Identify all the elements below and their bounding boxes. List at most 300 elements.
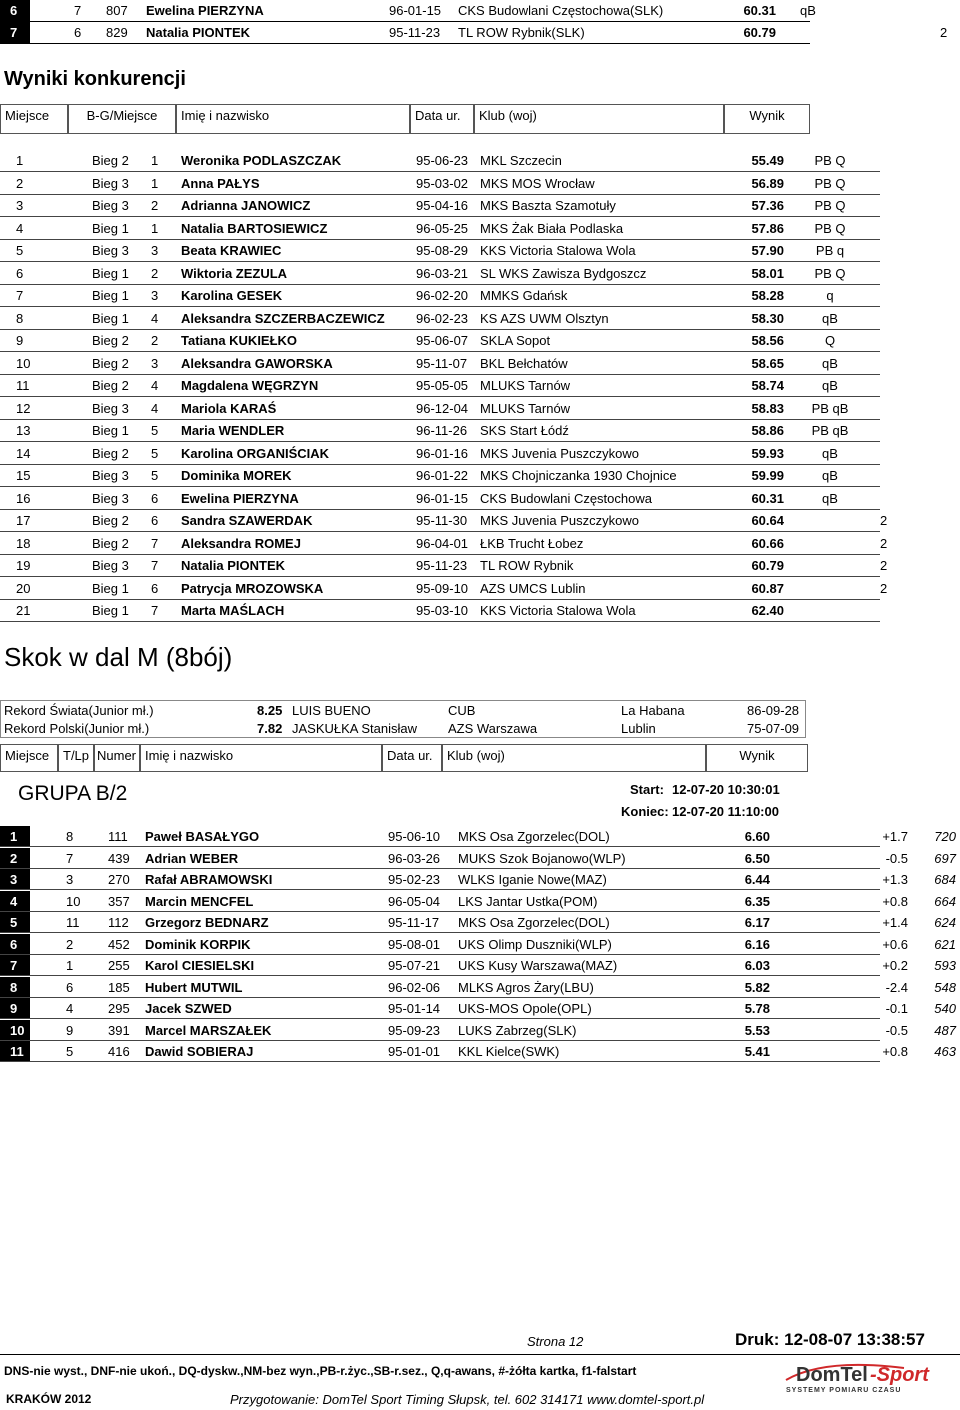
athlete-name: Sandra SZAWERDAK bbox=[181, 513, 313, 528]
heat-place: 7 bbox=[151, 603, 159, 618]
group-title: GRUPA B/2 bbox=[18, 782, 128, 805]
table-row bbox=[0, 330, 960, 352]
athlete-name: Rafał ABRAMOWSKI bbox=[145, 872, 273, 887]
heat-place: 7 bbox=[151, 558, 159, 573]
heat-label: Bieg 2 bbox=[92, 333, 129, 348]
header-label: B-G/Miejsce bbox=[86, 108, 158, 123]
athlete-name: Natalia PIONTEK bbox=[181, 558, 286, 573]
result-note: qB bbox=[822, 490, 838, 506]
bib-number: 357 bbox=[108, 893, 130, 909]
table-row bbox=[0, 1020, 960, 1042]
result-value: 59.99 bbox=[751, 468, 784, 483]
start-value: 12-07-20 10:30:01 bbox=[672, 782, 780, 797]
col-header-dob bbox=[382, 744, 442, 772]
place-number: 16 bbox=[16, 490, 31, 506]
athlete-name: Maria WENDLER bbox=[181, 423, 285, 438]
rank-number: 6 bbox=[10, 3, 18, 18]
result-value: 6.16 bbox=[744, 936, 770, 952]
result-note: qB bbox=[822, 445, 838, 461]
points-value: 684 bbox=[934, 872, 956, 887]
col-header-result bbox=[706, 744, 808, 772]
points-value: 697 bbox=[934, 850, 956, 866]
lane-order: 1 bbox=[66, 958, 74, 973]
heat-place: 3 bbox=[151, 243, 159, 258]
points-value: 664 bbox=[934, 893, 956, 909]
table-row bbox=[0, 955, 960, 977]
table-row bbox=[0, 375, 960, 397]
result-note: 2 bbox=[940, 25, 948, 40]
club-name: MKS Osa Zgorzelec(DOL) bbox=[458, 829, 610, 844]
heat-label: Bieg 3 bbox=[92, 490, 129, 506]
birth-date: 95-11-23 bbox=[389, 25, 441, 40]
bib-number: 295 bbox=[108, 1001, 130, 1016]
bib-number: 807 bbox=[106, 3, 128, 18]
points-value: 487 bbox=[934, 1022, 956, 1038]
table-row bbox=[0, 240, 960, 262]
rank-number: 2 bbox=[10, 850, 18, 866]
page-number: Strona 12 bbox=[527, 1334, 584, 1349]
bib-number: 185 bbox=[108, 979, 130, 995]
wind-value: +0.6 bbox=[882, 936, 908, 952]
col-header-miejsce bbox=[0, 104, 68, 134]
table-row bbox=[0, 398, 960, 420]
result-value: 5.53 bbox=[744, 1022, 770, 1038]
result-value: 60.31 bbox=[751, 490, 784, 506]
record-club: AZS Warszawa bbox=[448, 721, 538, 736]
lane-order: 4 bbox=[66, 1001, 74, 1016]
athlete-name: Aleksandra ROMEJ bbox=[181, 535, 301, 551]
athlete-name: Marcel MARSZAŁEK bbox=[145, 1022, 272, 1038]
result-note: qB bbox=[800, 3, 816, 18]
birth-date: 95-08-29 bbox=[416, 243, 469, 258]
place-number: 14 bbox=[16, 445, 31, 461]
club-name: MKS Chojniczanka 1930 Chojnice bbox=[480, 468, 677, 483]
lane-order: 3 bbox=[66, 872, 74, 887]
result-value: 58.74 bbox=[751, 378, 784, 393]
footer-divider bbox=[0, 1354, 960, 1355]
athlete-name: Ewelina PIERZYNA bbox=[146, 3, 264, 18]
header-label: Imię i nazwisko bbox=[145, 748, 234, 763]
place-number: 3 bbox=[16, 198, 24, 213]
bib-number: 416 bbox=[108, 1044, 130, 1059]
birth-date: 96-11-26 bbox=[416, 423, 468, 438]
points-value: 624 bbox=[934, 915, 956, 930]
place-number: 19 bbox=[16, 558, 31, 573]
club-name: WLKS Iganie Nowe(MAZ) bbox=[458, 872, 607, 887]
athlete-name: Anna PAŁYS bbox=[181, 175, 260, 191]
lane-order: 7 bbox=[66, 850, 74, 866]
birth-date: 96-05-25 bbox=[416, 220, 469, 236]
result-note: PB qB bbox=[811, 400, 849, 416]
record-date: 86-09-28 bbox=[747, 703, 800, 718]
result-note: q bbox=[826, 288, 834, 303]
birth-date: 95-03-02 bbox=[416, 175, 469, 191]
result-value: 6.35 bbox=[744, 893, 770, 909]
logo-dom-text: DomTel bbox=[796, 1364, 868, 1386]
record-club: CUB bbox=[448, 703, 476, 718]
athlete-name: Marcin MENCFEL bbox=[145, 893, 254, 909]
result-value: 58.56 bbox=[751, 333, 784, 348]
section-title-skok: Skok w dal M (8bój) bbox=[4, 642, 233, 672]
bib-number: 270 bbox=[108, 872, 130, 887]
heat-label: Bieg 3 bbox=[92, 198, 129, 213]
record-value: 7.82 bbox=[257, 721, 283, 736]
club-name: MLUKS Tarnów bbox=[480, 400, 571, 416]
heat-label: Bieg 3 bbox=[92, 400, 129, 416]
athlete-name: Hubert MUTWIL bbox=[145, 979, 243, 995]
heat-place: 1 bbox=[151, 153, 159, 168]
result-value: 55.49 bbox=[751, 153, 784, 168]
club-name: LKS Jantar Ustka(POM) bbox=[458, 893, 598, 909]
birth-date: 95-06-07 bbox=[416, 333, 469, 348]
heat-place: 3 bbox=[151, 355, 159, 371]
birth-date: 96-05-04 bbox=[388, 893, 441, 909]
lane-number: 6 bbox=[74, 25, 82, 40]
record-holder: JASKUŁKA Stanisław bbox=[292, 721, 418, 736]
result-value: 60.31 bbox=[743, 3, 776, 18]
club-name: KKL Kielce(SWK) bbox=[458, 1044, 560, 1059]
place-number: 4 bbox=[16, 220, 24, 236]
athlete-name: Weronika PODLASZCZAK bbox=[181, 153, 342, 168]
place-number: 15 bbox=[16, 468, 31, 483]
col-header-dob bbox=[410, 104, 474, 134]
athlete-name: Ewelina PIERZYNA bbox=[181, 490, 299, 506]
table-row bbox=[0, 578, 960, 600]
rank-number: 9 bbox=[10, 1001, 18, 1016]
points-value: 548 bbox=[934, 979, 956, 995]
club-name: CKS Budowlani Częstochowa bbox=[480, 490, 652, 506]
end-label: Koniec: bbox=[621, 804, 669, 819]
club-name: KKS Victoria Stalowa Wola bbox=[480, 603, 636, 618]
club-name: SKS Start Łódź bbox=[480, 423, 569, 438]
heat-label: Bieg 3 bbox=[92, 175, 129, 191]
lane-order: 11 bbox=[66, 915, 80, 930]
table-row bbox=[0, 1041, 960, 1063]
table-row bbox=[0, 891, 960, 913]
record-row bbox=[1, 721, 805, 739]
result-value: 58.28 bbox=[751, 288, 784, 303]
result-value: 58.83 bbox=[751, 400, 784, 416]
record-row bbox=[1, 703, 805, 721]
heat-label: Bieg 1 bbox=[92, 220, 129, 236]
city-year: KRAKÓW 2012 bbox=[6, 1392, 92, 1406]
bib-number: 111 bbox=[108, 829, 128, 844]
lane-order: 6 bbox=[66, 979, 74, 995]
birth-date: 96-04-01 bbox=[416, 535, 469, 551]
heat-place: 5 bbox=[151, 445, 159, 461]
athlete-name: Dawid SOBIERAJ bbox=[145, 1044, 254, 1059]
result-note: PB Q bbox=[814, 175, 846, 191]
table-row bbox=[0, 465, 960, 487]
table-row bbox=[0, 488, 960, 510]
athlete-name: Adrianna JANOWICZ bbox=[181, 198, 311, 213]
table-row bbox=[0, 218, 960, 240]
birth-date: 96-03-21 bbox=[416, 265, 469, 281]
heat-label: Bieg 2 bbox=[92, 378, 129, 393]
col-header-name bbox=[176, 104, 410, 134]
result-value: 60.87 bbox=[751, 580, 784, 596]
points-value: 463 bbox=[934, 1044, 956, 1059]
result-value: 58.65 bbox=[751, 355, 784, 371]
club-name: MKS MOS Wrocław bbox=[480, 175, 595, 191]
athlete-name: Dominik KORPIK bbox=[145, 936, 251, 952]
header-label: Data ur. bbox=[415, 108, 461, 123]
heat-place: 7 bbox=[151, 535, 159, 551]
heat-place: 6 bbox=[151, 580, 159, 596]
birth-date: 96-03-26 bbox=[388, 850, 441, 866]
header-label: Miejsce bbox=[5, 108, 50, 123]
result-value: 60.66 bbox=[751, 535, 784, 551]
result-note: qB bbox=[822, 355, 838, 371]
athlete-name: Aleksandra SZCZERBACZEWICZ bbox=[181, 310, 385, 326]
result-value: 59.93 bbox=[751, 445, 784, 461]
lane-order: 2 bbox=[66, 936, 74, 952]
wind-value: -0.1 bbox=[885, 1001, 908, 1016]
birth-date: 96-01-22 bbox=[416, 468, 469, 483]
place-number: 17 bbox=[16, 513, 31, 528]
wind-value: -0.5 bbox=[885, 1022, 908, 1038]
birth-date: 95-09-10 bbox=[416, 580, 469, 596]
points-value: 540 bbox=[934, 1001, 956, 1016]
heat-place: 3 bbox=[151, 288, 159, 303]
result-value: 5.78 bbox=[744, 1001, 770, 1016]
club-name: MLKS Agros Żary(LBU) bbox=[458, 979, 594, 995]
result-note: 2 bbox=[880, 535, 888, 551]
result-note: qB bbox=[822, 378, 838, 393]
athlete-name: Natalia PIONTEK bbox=[146, 25, 251, 40]
club-name: MKS Osa Zgorzelec(DOL) bbox=[458, 915, 610, 930]
col-header-bieg bbox=[68, 104, 176, 134]
club-name: AZS UMCS Lublin bbox=[480, 580, 586, 596]
club-name: TL ROW Rybnik(SLK) bbox=[458, 25, 585, 40]
heat-place: 4 bbox=[151, 400, 159, 416]
col-header-numer bbox=[94, 744, 140, 772]
header-label: T/Lp bbox=[63, 748, 90, 763]
result-note: PB q bbox=[815, 243, 845, 258]
table-row bbox=[0, 353, 960, 375]
club-name: BKL Bełchatów bbox=[480, 355, 568, 371]
place-number: 2 bbox=[16, 175, 24, 191]
lane-order: 5 bbox=[66, 1044, 74, 1059]
header-label: Miejsce bbox=[5, 748, 50, 763]
lane-number: 7 bbox=[74, 3, 82, 18]
club-name: UKS Olimp Duszniki(WLP) bbox=[458, 936, 612, 952]
heat-place: 2 bbox=[151, 333, 159, 348]
points-value: 621 bbox=[934, 936, 956, 952]
header-label: Numer bbox=[97, 748, 137, 763]
heat-label: Bieg 3 bbox=[92, 243, 129, 258]
result-note: PB qB bbox=[811, 423, 849, 438]
col-header-name bbox=[140, 744, 382, 772]
place-number: 20 bbox=[16, 580, 31, 596]
table-row bbox=[0, 977, 960, 999]
table-row bbox=[0, 195, 960, 217]
club-name: CKS Budowlani Częstochowa(SLK) bbox=[458, 3, 664, 18]
result-note: PB Q bbox=[814, 265, 846, 281]
col-header-result bbox=[724, 104, 810, 134]
table-row bbox=[0, 555, 960, 577]
table-row bbox=[0, 848, 960, 870]
heat-label: Bieg 2 bbox=[92, 445, 129, 461]
place-number: 1 bbox=[16, 153, 24, 168]
bib-number: 439 bbox=[108, 850, 130, 866]
club-name: MMKS Gdańsk bbox=[480, 288, 568, 303]
header-label: Wynik bbox=[749, 108, 785, 123]
preparation-credit: Przygotowanie: DomTel Sport Timing Słupsk, tel. 602 314171 www.domtel-sport.pl bbox=[230, 1392, 705, 1407]
table-row bbox=[0, 263, 960, 285]
club-name: KKS Victoria Stalowa Wola bbox=[480, 243, 636, 258]
result-value: 6.03 bbox=[744, 958, 770, 973]
result-value: 60.79 bbox=[751, 558, 784, 573]
athlete-name: Adrian WEBER bbox=[145, 850, 239, 866]
club-name: MLUKS Tarnów bbox=[480, 378, 571, 393]
result-note: PB Q bbox=[814, 198, 846, 213]
record-label: Rekord Świata(Junior mł.) bbox=[4, 703, 154, 718]
table-row bbox=[0, 285, 960, 307]
club-name: ŁKB Trucht Łobez bbox=[480, 535, 584, 551]
heat-place: 1 bbox=[151, 175, 159, 191]
result-value: 57.86 bbox=[751, 220, 784, 236]
club-name: MKS Juvenia Puszczykowo bbox=[480, 513, 639, 528]
result-value: 6.50 bbox=[744, 850, 770, 866]
lane-order: 8 bbox=[66, 829, 74, 844]
bib-number: 829 bbox=[106, 25, 128, 40]
heat-label: Bieg 3 bbox=[92, 468, 129, 483]
table-row bbox=[0, 443, 960, 465]
birth-date: 95-08-01 bbox=[388, 936, 441, 952]
record-value: 8.25 bbox=[257, 703, 283, 718]
end-value: 12-07-20 11:10:00 bbox=[672, 804, 779, 819]
points-value: 593 bbox=[934, 958, 956, 973]
club-name: KS AZS UWM Olsztyn bbox=[480, 310, 609, 326]
athlete-name: Natalia BARTOSIEWICZ bbox=[181, 220, 328, 236]
club-name: MKS Żak Biała Podlaska bbox=[480, 220, 624, 236]
heat-place: 1 bbox=[151, 220, 159, 236]
result-value: 57.36 bbox=[751, 198, 784, 213]
birth-date: 95-07-21 bbox=[388, 958, 441, 973]
legend-text: DNS-nie wyst., DNF-nie ukoń., DQ-dyskw.,NM-bez wyn.,PB-r.życ.,SB-r.sez., Q,q-awans, #-żółta kartka, f1-falstart bbox=[4, 1364, 637, 1378]
result-value: 60.64 bbox=[751, 513, 784, 528]
points-value: 720 bbox=[934, 829, 956, 844]
athlete-name: Karolina ORGANIŚCIAK bbox=[181, 445, 330, 461]
heat-label: Bieg 1 bbox=[92, 603, 129, 618]
heat-label: Bieg 1 bbox=[92, 310, 129, 326]
heat-place: 4 bbox=[151, 310, 159, 326]
result-note: qB bbox=[822, 468, 838, 483]
club-name: MUKS Szok Bojanowo(WLP) bbox=[458, 850, 626, 866]
wind-value: +1.3 bbox=[882, 872, 908, 887]
place-number: 10 bbox=[16, 355, 31, 371]
heat-place: 5 bbox=[151, 468, 159, 483]
result-note: Q bbox=[824, 333, 836, 348]
place-number: 7 bbox=[16, 288, 24, 303]
place-number: 12 bbox=[16, 400, 31, 416]
result-value: 60.79 bbox=[743, 25, 776, 40]
result-value: 62.40 bbox=[751, 603, 784, 618]
heat-label: Bieg 1 bbox=[92, 288, 129, 303]
result-value: 58.30 bbox=[751, 310, 784, 326]
table-row bbox=[0, 173, 960, 195]
table-row bbox=[0, 826, 960, 848]
wind-value: -0.5 bbox=[885, 850, 908, 866]
athlete-name: Marta MAŚLACH bbox=[181, 603, 285, 618]
heat-label: Bieg 2 bbox=[92, 355, 129, 371]
result-note: 2 bbox=[880, 580, 888, 596]
place-number: 6 bbox=[16, 265, 24, 281]
heat-label: Bieg 3 bbox=[92, 558, 129, 573]
result-value: 6.60 bbox=[744, 829, 770, 844]
birth-date: 95-05-05 bbox=[416, 378, 469, 393]
table-row bbox=[0, 308, 960, 330]
birth-date: 95-02-23 bbox=[388, 872, 441, 887]
result-note: PB Q bbox=[814, 220, 846, 236]
birth-date: 95-01-01 bbox=[388, 1044, 441, 1059]
table-row bbox=[0, 912, 960, 934]
lane-order: 10 bbox=[66, 893, 81, 909]
heat-label: Bieg 2 bbox=[92, 513, 129, 528]
rank-number: 1 bbox=[10, 829, 18, 844]
result-value: 5.82 bbox=[744, 979, 770, 995]
athlete-name: Tatiana KUKIEŁKO bbox=[181, 333, 298, 348]
birth-date: 96-12-04 bbox=[416, 400, 469, 416]
birth-date: 95-09-23 bbox=[388, 1022, 441, 1038]
birth-date: 95-06-23 bbox=[416, 153, 469, 168]
result-value: 58.86 bbox=[751, 423, 784, 438]
club-name: SL WKS Zawisza Bydgoszcz bbox=[480, 265, 647, 281]
birth-date: 96-01-15 bbox=[389, 3, 442, 18]
birth-date: 95-11-17 bbox=[388, 915, 440, 930]
wind-value: +1.4 bbox=[882, 915, 908, 930]
rank-number: 5 bbox=[10, 915, 18, 930]
result-value: 5.41 bbox=[744, 1044, 770, 1059]
place-number: 8 bbox=[16, 310, 24, 326]
logo-subtitle: SYSTEMY POMIARU CZASU bbox=[786, 1387, 902, 1394]
club-name: MKS Baszta Szamotuły bbox=[480, 198, 616, 213]
birth-date: 96-01-15 bbox=[416, 490, 469, 506]
bib-number: 112 bbox=[108, 915, 129, 930]
heat-label: Bieg 2 bbox=[92, 535, 129, 551]
place-number: 11 bbox=[16, 378, 30, 393]
wind-value: +0.8 bbox=[882, 893, 908, 909]
wind-value: -2.4 bbox=[885, 979, 908, 995]
club-name: SKLA Sopot bbox=[480, 333, 551, 348]
table-row bbox=[0, 600, 960, 622]
start-label: Start: bbox=[630, 782, 664, 797]
athlete-name: Patrycja MROZOWSKA bbox=[181, 580, 324, 596]
birth-date: 96-02-20 bbox=[416, 288, 469, 303]
athlete-name: Karolina GESEK bbox=[181, 288, 283, 303]
athlete-name: Karol CIESIELSKI bbox=[145, 958, 255, 973]
club-name: UKS-MOS Opole(OPL) bbox=[458, 1001, 592, 1016]
col-header-miejsce bbox=[0, 744, 58, 772]
place-number: 21 bbox=[16, 603, 31, 618]
table-row bbox=[0, 998, 960, 1020]
rank-number: 8 bbox=[10, 979, 18, 995]
club-name: UKS Kusy Warszawa(MAZ) bbox=[458, 958, 618, 973]
rank-number: 3 bbox=[10, 872, 18, 887]
bib-number: 391 bbox=[108, 1022, 130, 1038]
result-note: PB Q bbox=[814, 153, 846, 168]
record-place: Lublin bbox=[621, 721, 656, 736]
athlete-name: Beata KRAWIEC bbox=[181, 243, 282, 258]
athlete-name: Wiktoria ZEZULA bbox=[181, 265, 288, 281]
result-value: 6.44 bbox=[744, 872, 770, 887]
domtel-logo bbox=[784, 1362, 934, 1396]
club-name: MKS Juvenia Puszczykowo bbox=[480, 445, 639, 461]
heat-place: 2 bbox=[151, 265, 159, 281]
heat-label: Bieg 1 bbox=[92, 580, 129, 596]
athlete-name: Aleksandra GAWORSKA bbox=[181, 355, 333, 371]
